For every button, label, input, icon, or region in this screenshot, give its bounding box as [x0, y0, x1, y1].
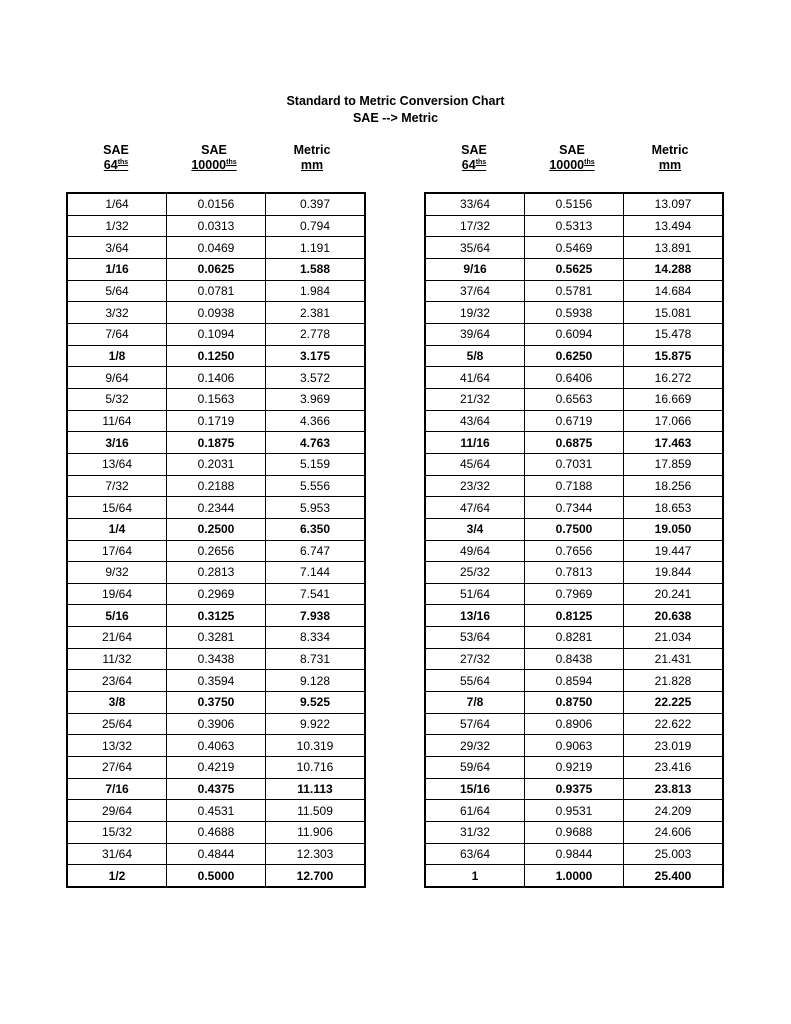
cell-metric-mm: 24.606 — [624, 822, 724, 844]
table-row — [425, 302, 723, 324]
table-row — [425, 475, 723, 497]
cell-sae-10000ths: 0.7969 — [525, 583, 624, 605]
cell-metric-mm: 21.431 — [624, 648, 724, 670]
cell-sae-64ths: 1 — [425, 865, 525, 887]
cell-sae-10000ths: 0.3750 — [167, 692, 266, 714]
table-row — [425, 713, 723, 735]
cell-sae-64ths: 3/4 — [425, 518, 525, 540]
cell-sae-64ths: 5/32 — [67, 388, 167, 410]
cell-sae-10000ths: 0.9219 — [525, 757, 624, 779]
table-row — [67, 345, 365, 367]
chart-title: Standard to Metric Conversion Chart — [286, 94, 505, 108]
cell-metric-mm: 17.066 — [624, 410, 724, 432]
cell-sae-10000ths: 0.5625 — [525, 258, 624, 280]
cell-metric-mm: 3.969 — [266, 388, 366, 410]
cell-sae-10000ths: 0.2969 — [167, 583, 266, 605]
cell-sae-10000ths: 0.0156 — [167, 193, 266, 215]
cell-metric-mm: 13.097 — [624, 193, 724, 215]
cell-sae-64ths: 43/64 — [425, 410, 525, 432]
cell-sae-10000ths: 0.1250 — [167, 345, 266, 367]
cell-metric-mm: 13.494 — [624, 215, 724, 237]
cell-sae-64ths: 53/64 — [425, 627, 525, 649]
table-row — [425, 453, 723, 475]
table-row — [67, 367, 365, 389]
cell-sae-64ths: 17/32 — [425, 215, 525, 237]
cell-sae-64ths: 25/32 — [425, 562, 525, 584]
cell-sae-10000ths: 0.5156 — [525, 193, 624, 215]
table-row — [67, 475, 365, 497]
cell-sae-10000ths: 0.7656 — [525, 540, 624, 562]
cell-sae-10000ths: 0.0781 — [167, 280, 266, 302]
cell-sae-10000ths: 0.9063 — [525, 735, 624, 757]
cell-sae-64ths: 37/64 — [425, 280, 525, 302]
cell-sae-64ths: 61/64 — [425, 800, 525, 822]
cell-sae-10000ths: 0.0625 — [167, 258, 266, 280]
table-row — [425, 518, 723, 540]
cell-sae-64ths: 3/32 — [67, 302, 167, 324]
cell-metric-mm: 25.003 — [624, 843, 724, 865]
cell-sae-64ths: 29/32 — [425, 735, 525, 757]
cell-metric-mm: 4.366 — [266, 410, 366, 432]
cell-sae-64ths: 31/64 — [67, 843, 167, 865]
cell-metric-mm: 17.463 — [624, 432, 724, 454]
cell-sae-64ths: 9/32 — [67, 562, 167, 584]
table-row — [425, 432, 723, 454]
cell-sae-64ths: 5/64 — [67, 280, 167, 302]
cell-sae-10000ths: 0.7031 — [525, 453, 624, 475]
cell-metric-mm: 18.653 — [624, 497, 724, 519]
cell-sae-64ths: 39/64 — [425, 323, 525, 345]
cell-sae-10000ths: 0.4844 — [167, 843, 266, 865]
cell-sae-10000ths: 0.3906 — [167, 713, 266, 735]
cell-sae-10000ths: 0.6719 — [525, 410, 624, 432]
table-row — [425, 345, 723, 367]
cell-sae-64ths: 9/16 — [425, 258, 525, 280]
table-row — [67, 757, 365, 779]
cell-sae-64ths: 1/64 — [105, 197, 129, 212]
table-row — [425, 605, 723, 627]
table-row — [67, 865, 365, 887]
cell-sae-10000ths: 0.7500 — [525, 518, 624, 540]
cell-sae-10000ths: 0.3125 — [167, 605, 266, 627]
cell-sae-64ths: 33/64 — [459, 197, 491, 212]
cell-sae-64ths: 35/64 — [425, 237, 525, 259]
cell-metric-mm: 18.256 — [624, 475, 724, 497]
cell-metric-mm: 9.922 — [266, 713, 366, 735]
cell-metric-mm: 15.478 — [624, 323, 724, 345]
cell-sae-64ths: 15/16 — [425, 778, 525, 800]
cell-sae-10000ths: 0.4375 — [167, 778, 266, 800]
cell-sae-10000ths: 1.0000 — [525, 865, 624, 887]
cell-sae-10000ths: 0.1563 — [167, 388, 266, 410]
cell-metric-mm: 2.778 — [266, 323, 366, 345]
cell-sae-10000ths: 0.8594 — [525, 670, 624, 692]
table-row — [67, 800, 365, 822]
table-row — [67, 453, 365, 475]
cell-sae-10000ths: 0.3438 — [167, 648, 266, 670]
table-row — [425, 843, 723, 865]
cell-metric-mm: 15.081 — [624, 302, 724, 324]
table-row — [67, 302, 365, 324]
table-row — [425, 822, 723, 844]
cell-sae-64ths: 47/64 — [425, 497, 525, 519]
table-row — [425, 540, 723, 562]
cell-sae-10000ths: 0.6875 — [525, 432, 624, 454]
cell-sae-64ths: 21/64 — [67, 627, 167, 649]
cell-metric-mm: 9.525 — [266, 692, 366, 714]
header-left-sae10000: SAE $10000^{ths}$ — [191, 143, 237, 172]
cell-sae-10000ths: 0.0469 — [167, 237, 266, 259]
cell-metric-mm: 23.019 — [624, 735, 724, 757]
table-row — [425, 562, 723, 584]
cell-sae-10000ths: 0.1719 — [167, 410, 266, 432]
cell-metric-mm: 3.572 — [266, 367, 366, 389]
cell-sae-10000ths: 0.2813 — [167, 562, 266, 584]
cell-sae-64ths: 1/32 — [67, 215, 167, 237]
cell-sae-64ths: 9/64 — [67, 367, 167, 389]
header-right-metric: Metric mm — [651, 143, 689, 172]
table-row — [425, 388, 723, 410]
cell-sae-10000ths: 0.7344 — [525, 497, 624, 519]
cell-sae-64ths: 11/16 — [425, 432, 525, 454]
cell-sae-10000ths: 0.6094 — [525, 323, 624, 345]
cell-metric-mm: 22.622 — [624, 713, 724, 735]
header-left-metric: Metric mm — [293, 143, 331, 172]
cell-metric-mm: 2.381 — [266, 302, 366, 324]
cell-sae-64ths: 23/32 — [425, 475, 525, 497]
cell-metric-mm: 8.731 — [266, 648, 366, 670]
table-row — [425, 258, 723, 280]
table-row — [425, 692, 723, 714]
table-row — [67, 778, 365, 800]
table-row — [425, 410, 723, 432]
cell-metric-mm: 24.209 — [624, 800, 724, 822]
table-row — [67, 648, 365, 670]
cell-sae-64ths: 3/8 — [67, 692, 167, 714]
table-row — [425, 237, 723, 259]
table-row — [67, 388, 365, 410]
table-row — [67, 215, 365, 237]
cell-sae-10000ths: 0.9688 — [525, 822, 624, 844]
cell-sae-64ths: 1/16 — [67, 258, 167, 280]
cell-sae-10000ths: 0.5000 — [167, 865, 266, 887]
cell-sae-10000ths: 0.9844 — [525, 843, 624, 865]
cell-metric-mm: 23.416 — [624, 757, 724, 779]
cell-metric-mm: 16.669 — [624, 388, 724, 410]
cell-sae-64ths: 63/64 — [425, 843, 525, 865]
cell-sae-64ths: 55/64 — [425, 670, 525, 692]
table-row — [425, 865, 723, 887]
cell-metric-mm: 1.191 — [266, 237, 366, 259]
table-row — [425, 583, 723, 605]
cell-sae-64ths: 7/32 — [67, 475, 167, 497]
table-row — [67, 822, 365, 844]
cell-metric-mm: 19.050 — [624, 518, 724, 540]
header-right-sae64: SAE $64^{ths}$ — [461, 143, 487, 172]
table-row — [67, 583, 365, 605]
cell-sae-64ths: 23/64 — [67, 670, 167, 692]
header-right-sae10000: SAE $10000^{ths}$ — [549, 143, 595, 172]
cell-sae-64ths: 59/64 — [425, 757, 525, 779]
cell-sae-64ths: 41/64 — [425, 367, 525, 389]
cell-sae-64ths: 31/32 — [425, 822, 525, 844]
cell-metric-mm: 11.509 — [266, 800, 366, 822]
table-row — [425, 778, 723, 800]
cell-sae-64ths: 3/16 — [67, 432, 167, 454]
cell-sae-10000ths: 0.9531 — [525, 800, 624, 822]
chart-subtitle: SAE --> Metric — [352, 111, 439, 125]
cell-sae-10000ths: 0.5313 — [525, 215, 624, 237]
cell-sae-10000ths: 0.0938 — [167, 302, 266, 324]
cell-sae-64ths: 29/64 — [67, 800, 167, 822]
table-row — [67, 518, 365, 540]
cell-sae-10000ths: 0.6563 — [525, 388, 624, 410]
cell-metric-mm: 21.828 — [624, 670, 724, 692]
cell-sae-64ths: 17/64 — [67, 540, 167, 562]
cell-metric-mm: 20.638 — [624, 605, 724, 627]
cell-sae-64ths: 7/64 — [67, 323, 167, 345]
cell-sae-64ths: 13/64 — [67, 453, 167, 475]
cell-metric-mm: 6.747 — [266, 540, 366, 562]
cell-sae-64ths: 5/8 — [425, 345, 525, 367]
cell-sae-64ths: 13/16 — [425, 605, 525, 627]
cell-metric-mm: 8.334 — [266, 627, 366, 649]
cell-sae-10000ths: 0.3594 — [167, 670, 266, 692]
cell-sae-64ths: 19/32 — [425, 302, 525, 324]
cell-metric-mm: 9.128 — [266, 670, 366, 692]
cell-sae-64ths: 13/32 — [67, 735, 167, 757]
cell-metric-mm: 10.716 — [266, 757, 366, 779]
cell-sae-10000ths: 0.2500 — [167, 518, 266, 540]
table-row — [67, 540, 365, 562]
cell-sae-64ths: 7/16 — [67, 778, 167, 800]
table-row — [67, 280, 365, 302]
cell-sae-10000ths: 0.8750 — [525, 692, 624, 714]
table-row — [425, 497, 723, 519]
cell-sae-10000ths: 0.8281 — [525, 627, 624, 649]
cell-sae-10000ths: 0.4219 — [167, 757, 266, 779]
cell-sae-64ths: 45/64 — [425, 453, 525, 475]
cell-sae-10000ths: 0.9375 — [525, 778, 624, 800]
table-row — [425, 367, 723, 389]
cell-sae-10000ths: 0.4063 — [167, 735, 266, 757]
cell-metric-mm: 22.225 — [624, 692, 724, 714]
cell-metric-mm: 4.763 — [266, 432, 366, 454]
cell-metric-mm: 3.175 — [266, 345, 366, 367]
table-row — [67, 258, 365, 280]
cell-sae-64ths: 7/8 — [425, 692, 525, 714]
cell-metric-mm: 7.144 — [266, 562, 366, 584]
cell-metric-mm: 14.288 — [624, 258, 724, 280]
cell-sae-64ths: 1/2 — [67, 865, 167, 887]
cell-sae-64ths: 51/64 — [425, 583, 525, 605]
cell-metric-mm: 10.319 — [266, 735, 366, 757]
cell-sae-10000ths: 0.8125 — [525, 605, 624, 627]
cell-sae-10000ths: 0.6250 — [525, 345, 624, 367]
table-row — [425, 215, 723, 237]
cell-sae-64ths: 25/64 — [67, 713, 167, 735]
cell-metric-mm: 7.938 — [266, 605, 366, 627]
cell-sae-10000ths: 0.1875 — [167, 432, 266, 454]
cell-sae-64ths: 15/32 — [67, 822, 167, 844]
cell-metric-mm: 0.794 — [266, 215, 366, 237]
cell-sae-10000ths: 0.0313 — [167, 215, 266, 237]
cell-sae-10000ths: 0.2188 — [167, 475, 266, 497]
table-row — [67, 410, 365, 432]
cell-sae-10000ths: 0.3281 — [167, 627, 266, 649]
table-row — [67, 323, 365, 345]
cell-sae-10000ths: 0.5469 — [525, 237, 624, 259]
table-row — [67, 843, 365, 865]
cell-metric-mm: 15.875 — [624, 345, 724, 367]
cell-metric-mm: 16.272 — [624, 367, 724, 389]
table-row — [425, 280, 723, 302]
cell-sae-64ths: 3/64 — [67, 237, 167, 259]
cell-metric-mm: 25.400 — [624, 865, 724, 887]
cell-sae-10000ths: 0.1094 — [167, 323, 266, 345]
table-row — [425, 323, 723, 345]
table-row — [67, 605, 365, 627]
table-row — [425, 735, 723, 757]
table-row — [67, 193, 365, 215]
table-row — [67, 432, 365, 454]
cell-sae-10000ths: 0.2656 — [167, 540, 266, 562]
table-row — [67, 562, 365, 584]
cell-metric-mm: 0.397 — [266, 193, 366, 215]
cell-sae-64ths: 1/8 — [67, 345, 167, 367]
table-row — [425, 800, 723, 822]
cell-sae-10000ths: 0.6406 — [525, 367, 624, 389]
cell-sae-64ths: 11/32 — [67, 648, 167, 670]
cell-sae-10000ths: 0.4688 — [167, 822, 266, 844]
cell-metric-mm: 5.953 — [266, 497, 366, 519]
cell-sae-10000ths: 0.5781 — [525, 280, 624, 302]
cell-sae-10000ths: 0.4531 — [167, 800, 266, 822]
cell-metric-mm: 21.034 — [624, 627, 724, 649]
cell-sae-10000ths: 0.8438 — [525, 648, 624, 670]
conversion-table-left — [66, 192, 366, 888]
cell-sae-10000ths: 0.5938 — [525, 302, 624, 324]
cell-sae-10000ths: 0.7188 — [525, 475, 624, 497]
cell-sae-64ths: 19/64 — [67, 583, 167, 605]
table-row — [67, 497, 365, 519]
cell-metric-mm: 11.113 — [266, 778, 366, 800]
cell-metric-mm: 14.684 — [624, 280, 724, 302]
table-row — [67, 692, 365, 714]
cell-metric-mm: 11.906 — [266, 822, 366, 844]
cell-metric-mm: 1.588 — [266, 258, 366, 280]
cell-sae-10000ths: 0.7813 — [525, 562, 624, 584]
table-row — [67, 713, 365, 735]
table-row — [67, 670, 365, 692]
table-row — [67, 627, 365, 649]
cell-sae-64ths: 5/16 — [67, 605, 167, 627]
table-row — [425, 627, 723, 649]
cell-sae-10000ths: 0.1406 — [167, 367, 266, 389]
cell-metric-mm: 19.447 — [624, 540, 724, 562]
header-left-sae64: SAE $64^{ths}$ — [103, 143, 129, 172]
conversion-table-right — [424, 192, 724, 888]
cell-metric-mm: 13.891 — [624, 237, 724, 259]
cell-metric-mm: 23.813 — [624, 778, 724, 800]
cell-sae-64ths: 57/64 — [425, 713, 525, 735]
cell-sae-64ths: 15/64 — [67, 497, 167, 519]
cell-sae-64ths: 49/64 — [425, 540, 525, 562]
cell-sae-64ths: 27/32 — [425, 648, 525, 670]
cell-sae-10000ths: 0.2031 — [167, 453, 266, 475]
cell-sae-64ths: 27/64 — [67, 757, 167, 779]
cell-metric-mm: 20.241 — [624, 583, 724, 605]
cell-sae-64ths: 1/4 — [67, 518, 167, 540]
cell-metric-mm: 17.859 — [624, 453, 724, 475]
cell-metric-mm: 1.984 — [266, 280, 366, 302]
cell-metric-mm: 7.541 — [266, 583, 366, 605]
table-row — [425, 193, 723, 215]
cell-sae-10000ths: 0.2344 — [167, 497, 266, 519]
cell-metric-mm: 12.303 — [266, 843, 366, 865]
table-row — [425, 757, 723, 779]
cell-metric-mm: 6.350 — [266, 518, 366, 540]
table-row — [67, 735, 365, 757]
cell-metric-mm: 12.700 — [266, 865, 366, 887]
cell-metric-mm: 5.159 — [266, 453, 366, 475]
cell-metric-mm: 19.844 — [624, 562, 724, 584]
cell-sae-10000ths: 0.8906 — [525, 713, 624, 735]
cell-sae-64ths: 11/64 — [67, 410, 167, 432]
table-row — [425, 670, 723, 692]
table-row — [425, 648, 723, 670]
table-row — [67, 237, 365, 259]
cell-metric-mm: 5.556 — [266, 475, 366, 497]
cell-sae-64ths: 21/32 — [425, 388, 525, 410]
